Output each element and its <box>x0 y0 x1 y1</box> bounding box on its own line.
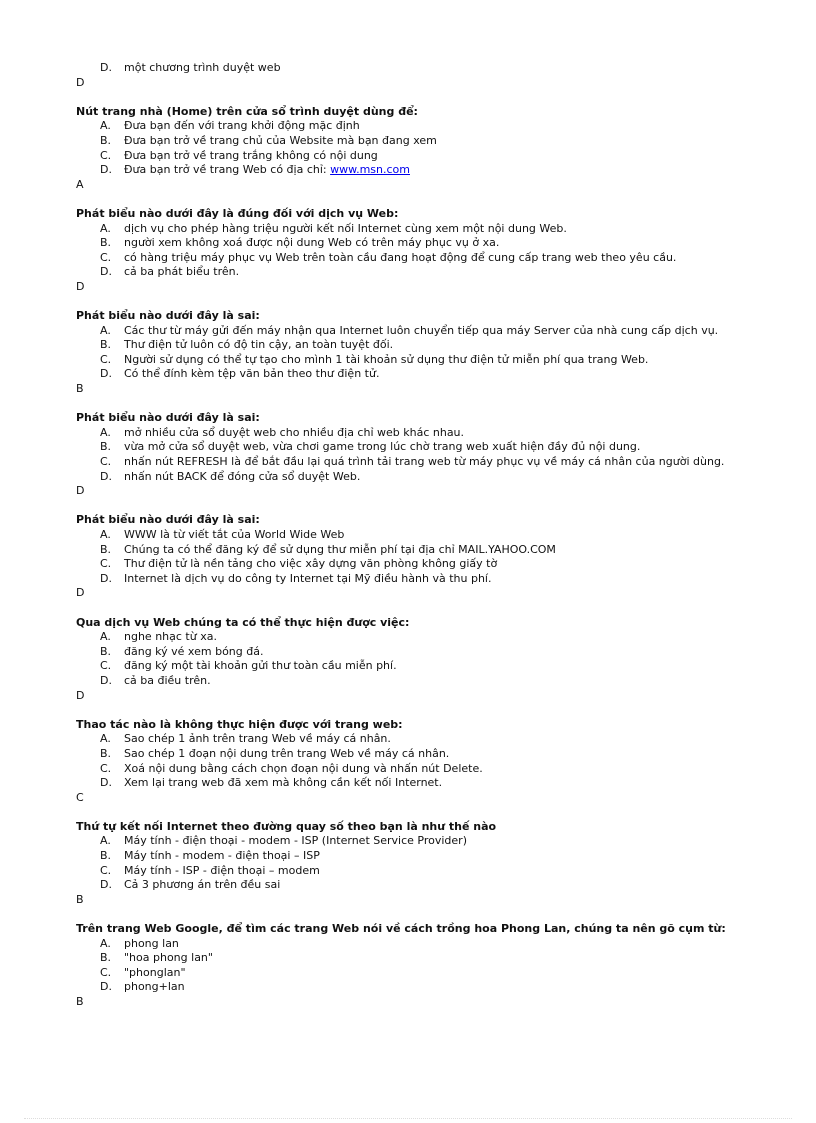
option-letter: D. <box>100 61 112 74</box>
option-letter: A. <box>100 323 111 337</box>
option-text: đăng ký vé xem bóng đá. <box>124 644 264 658</box>
spacer <box>76 499 796 514</box>
option-letter: A. <box>100 528 111 541</box>
answer-key: D <box>76 279 85 293</box>
question-block <box>76 105 796 193</box>
option-line <box>76 543 796 558</box>
answer-key: D <box>76 688 85 702</box>
option-line <box>76 645 796 660</box>
option-line <box>76 324 796 339</box>
option-line <box>76 353 796 368</box>
option-text: phong lan <box>124 936 179 950</box>
option-text: có hàng triệu máy phục vụ Web trên toàn cầu đang hoạt động để cung cấp trang web theo yêu cầu. <box>124 250 677 264</box>
option-text: người xem không xoá được nội dung Web có trên máy phục vụ ở xa. <box>124 236 500 250</box>
option-text: cả ba điều trên. <box>124 673 211 687</box>
option-text: Thư điện tử luôn có độ tin cậy, an toàn tuyệt đối. <box>124 338 394 352</box>
option-letter: C. <box>100 352 112 366</box>
spacer <box>76 805 796 820</box>
option-text: WWW là từ viết tắt của World Wide Web <box>124 528 345 541</box>
option-letter: B. <box>100 133 112 147</box>
option-line <box>76 980 796 995</box>
option-text: Sao chép 1 đoạn nội dung trên trang Web về máy cá nhân. <box>124 746 450 760</box>
option-letter: A. <box>100 425 111 439</box>
option-letter: D. <box>100 469 112 483</box>
question-text: Nút trang nhà (Home) trên cửa sổ trình duyệt dùng để: <box>76 104 418 118</box>
option-line <box>76 732 796 747</box>
question-block <box>76 309 796 397</box>
option-line <box>76 630 796 645</box>
option-text: Cả 3 phương án trên đều sai <box>124 878 281 892</box>
option-line <box>76 951 796 966</box>
option-letter: B. <box>100 746 112 760</box>
option-text: Các thư từ máy gửi đến máy nhận qua Internet luôn chuyển tiếp qua máy Server của nhà cung cấp dịch vụ. <box>124 323 719 337</box>
option-line <box>76 149 796 164</box>
option-line <box>76 937 796 952</box>
option-line <box>76 659 796 674</box>
option-text: Đưa bạn đến với trang khởi động mặc định <box>124 119 360 133</box>
spacer <box>76 192 796 207</box>
option-letter: D. <box>100 163 112 177</box>
option-line <box>76 834 796 849</box>
option-line <box>76 440 796 455</box>
question-text: Thứ tự kết nối Internet theo đường quay số theo bạn là như thế nào <box>76 819 497 833</box>
option-letter: B. <box>100 644 112 658</box>
option-letter: B. <box>100 951 112 965</box>
option-text: Máy tính - modem - điện thoại – ISP <box>124 849 320 863</box>
option-letter: A. <box>100 834 111 848</box>
option-line <box>76 338 796 353</box>
option-line <box>76 966 796 981</box>
option-line <box>76 134 796 149</box>
option-letter: B. <box>100 236 112 250</box>
option-text: nhấn nút REFRESH là để bắt đầu lại quá trình tải trang web từ máy phục vụ về máy cá nhân của người dùng. <box>124 455 725 469</box>
spacer <box>76 703 796 718</box>
option-letter: C. <box>100 250 112 264</box>
option-line <box>76 849 796 864</box>
option-text: Chúng ta có thể đăng ký để sử dụng thư miễn phí tại địa chỉ MAIL.YAHOO.COM <box>124 542 556 556</box>
option-letter: D. <box>100 878 112 892</box>
option-text: "hoa phong lan" <box>124 951 213 965</box>
option-line <box>76 557 796 572</box>
option-text: phong+lan <box>124 980 185 994</box>
question-text: Thao tác nào là không thực hiện được với trang web: <box>76 717 403 731</box>
option-text: Xem lại trang web đã xem mà không cần kết nối Internet. <box>124 776 443 790</box>
question-block <box>76 513 796 601</box>
option-line <box>76 455 796 470</box>
option-letter: D. <box>100 673 112 687</box>
option-line <box>76 236 796 251</box>
option-line <box>76 864 796 879</box>
answer-key: D <box>76 484 85 498</box>
option-text: nhấn nút BACK để đóng cửa sổ duyệt Web. <box>124 469 361 483</box>
question-text: Phát biểu nào dưới đây là sai: <box>76 513 260 527</box>
spacer <box>76 90 796 105</box>
option-line <box>76 776 796 791</box>
option-line <box>76 163 796 178</box>
option-letter: C. <box>100 659 112 673</box>
question-block <box>76 411 796 499</box>
option-text: Có thể đính kèm tệp văn bản theo thư điện tử. <box>124 367 380 381</box>
question-text: Phát biểu nào dưới đây là sai: <box>76 309 260 323</box>
option-letter: C. <box>100 761 112 775</box>
option-text: vừa mở cửa sổ duyệt web, vừa chơi game trong lúc chờ trang web xuất hiện đầy đủ nội dung. <box>124 440 641 454</box>
option-line <box>76 367 796 382</box>
option-text: "phonglan" <box>124 965 186 979</box>
answer-key: B <box>76 892 84 906</box>
option-letter: B. <box>100 440 112 454</box>
option-line <box>76 762 796 777</box>
option-letter: D. <box>100 980 112 994</box>
option-line <box>76 674 796 689</box>
spacer <box>76 397 796 412</box>
question-block <box>76 922 796 1010</box>
option-line <box>76 119 796 134</box>
answer-key: D <box>76 586 85 600</box>
option-letter: D. <box>100 367 112 381</box>
question-block <box>76 616 796 704</box>
option-letter: A. <box>100 119 111 133</box>
option-text: dịch vụ cho phép hàng triệu người kết nối Internet cùng xem một nội dung Web. <box>124 221 567 235</box>
answer-key: D <box>76 75 85 89</box>
answer-key: B <box>76 382 84 396</box>
answer-key: A <box>76 177 84 191</box>
option-text: Internet là dịch vụ do công ty Internet tại Mỹ điều hành và thu phí. <box>124 571 492 585</box>
option-line <box>76 572 796 587</box>
option-text: Đưa bạn trở về trang trắng không có nội dung <box>124 148 378 162</box>
option-text: Xoá nội dung bằng cách chọn đoạn nội dung và nhấn nút Delete. <box>124 761 483 775</box>
question-text: Phát biểu nào dưới đây là đúng đối với dịch vụ Web: <box>76 206 399 220</box>
option-letter: B. <box>100 338 112 352</box>
option-letter: C. <box>100 148 112 162</box>
option-line <box>76 470 796 485</box>
option-line <box>76 747 796 762</box>
option-text: đăng ký một tài khoản gửi thư toàn cầu miễn phí. <box>124 659 397 673</box>
option-letter: C. <box>100 863 112 877</box>
option-line <box>76 426 796 441</box>
option-text: một chương trình duyệt web <box>124 61 281 74</box>
option-letter: A. <box>100 630 111 644</box>
spacer <box>76 907 796 922</box>
option-line <box>76 251 796 266</box>
spacer <box>76 601 796 616</box>
option-letter: A. <box>100 221 111 235</box>
spacer <box>76 295 796 310</box>
answer-key: B <box>76 995 84 1008</box>
document-page <box>76 61 796 1010</box>
msn-link[interactable]: www.msn.com <box>330 163 410 177</box>
option-line <box>76 528 796 543</box>
option-letter: C. <box>100 455 112 469</box>
option-line <box>76 265 796 280</box>
option-letter: B. <box>100 542 112 556</box>
option-text: Máy tính - ISP - điện thoại – modem <box>124 863 320 877</box>
option-text: Đưa bạn trở về trang Web có địa chỉ: <box>124 163 331 177</box>
option-letter: D. <box>100 571 112 585</box>
question-list <box>76 90 796 1009</box>
option-text: mở nhiều cửa sổ duyệt web cho nhiều địa chỉ web khác nhau. <box>124 425 465 439</box>
option-letter: C. <box>100 965 112 979</box>
option-letter: D. <box>100 776 112 790</box>
option-line <box>76 222 796 237</box>
option-text: Sao chép 1 ảnh trên trang Web về máy cá nhân. <box>124 732 391 746</box>
option-letter: A. <box>100 936 111 950</box>
option-text: Đưa bạn trở về trang chủ của Website mà bạn đang xem <box>124 133 437 147</box>
question-text: Trên trang Web Google, để tìm các trang Web nói về cách trồng hoa Phong Lan, chúng ta nên gõ cụm từ: <box>76 922 726 936</box>
option-text: Thư điện tử là nền tảng cho việc xây dựng văn phòng không giấy tờ <box>124 557 498 571</box>
option-text: nghe nhạc từ xa. <box>124 630 217 644</box>
option-letter: A. <box>100 732 111 746</box>
option-text: cả ba phát biểu trên. <box>124 265 240 279</box>
question-block <box>76 718 796 806</box>
question-block <box>76 207 796 295</box>
option-text: Người sử dụng có thể tự tạo cho mình 1 tài khoản sử dụng thư điện tử miễn phí qua trang Web. <box>124 352 649 366</box>
page-footer-rule <box>24 1118 792 1119</box>
option-line <box>76 878 796 893</box>
option-line <box>76 61 796 76</box>
option-letter: C. <box>100 557 112 571</box>
question-text: Phát biểu nào dưới đây là sai: <box>76 411 260 425</box>
option-letter: D. <box>100 265 112 279</box>
answer-key: C <box>76 790 84 804</box>
option-letter: B. <box>100 849 112 863</box>
question-block <box>76 820 796 908</box>
option-text: Máy tính - điện thoại - modem - ISP (Internet Service Provider) <box>124 834 467 848</box>
question-text: Qua dịch vụ Web chúng ta có thể thực hiện được việc: <box>76 615 410 629</box>
